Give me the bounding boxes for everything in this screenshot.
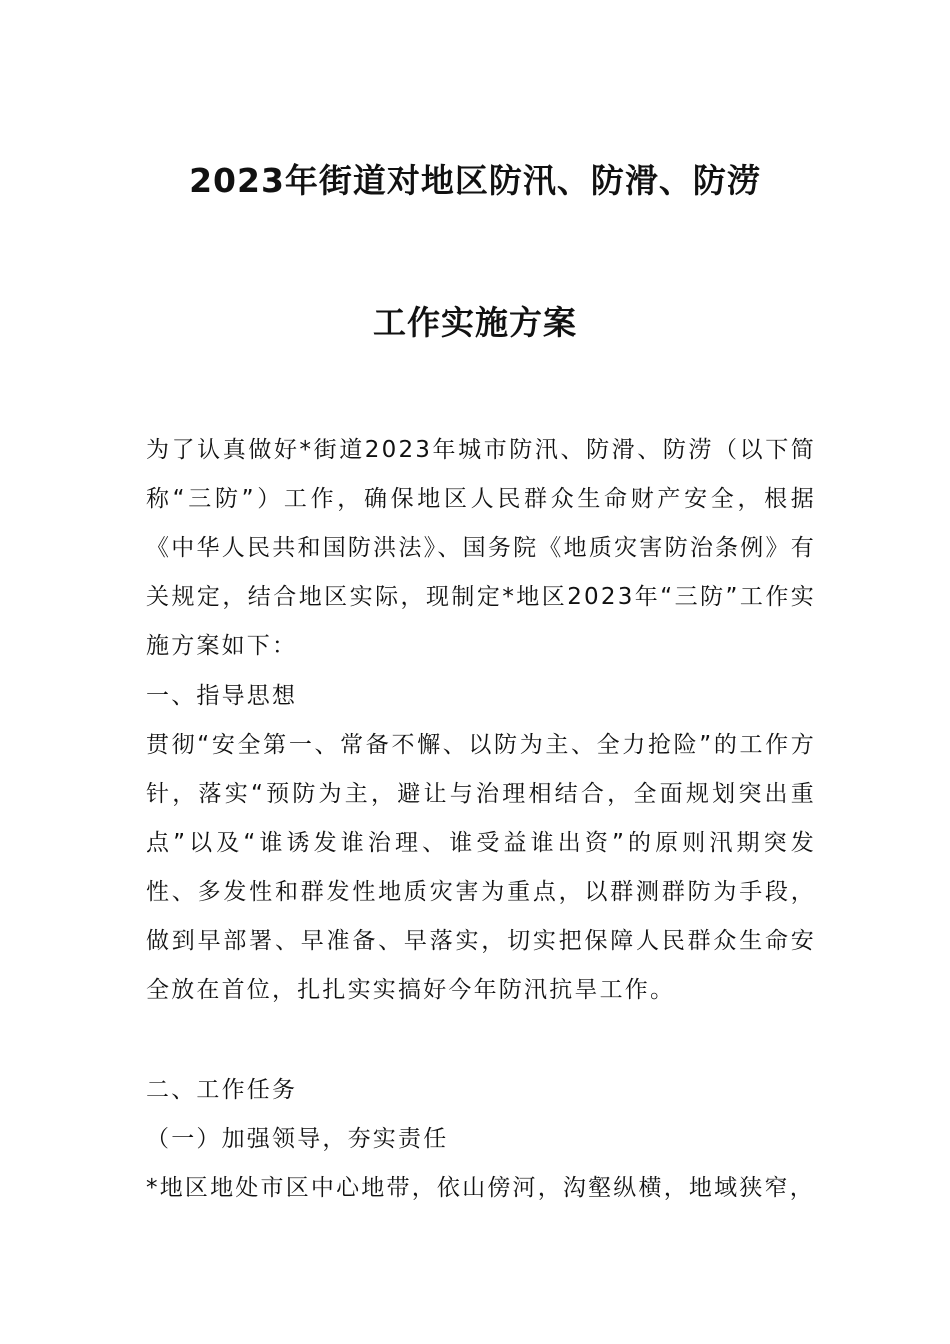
section-heading-guiding-ideology: 一、指导思想 <box>146 683 298 709</box>
area-description-paragraph: *地区地处市区中心地带，依山傍河，沟壑纵横，地域狭窄， <box>146 1175 815 1201</box>
subsection-heading-leadership: （一）加强领导，夯实责任 <box>146 1126 449 1152</box>
section-heading-work-tasks: 二、工作任务 <box>146 1077 298 1103</box>
intro-paragraph: 为了认真做好*街道2023年城市防汛、防滑、防涝（以下简称“三防”）工作，确保地区人民群众生命财产安全，根据《中华人民共和国防洪法》、国务院《地质灾害防治条例》有关规定，结合地区实际，现制定*地区2023年“三防”工作实施方案如下： <box>146 437 816 659</box>
document-title-line-1: 2023年街道对地区防汛、防滑、防涝 <box>189 161 761 200</box>
document-title-line-2: 工作实施方案 <box>373 303 577 342</box>
guiding-ideology-paragraph: 贯彻“安全第一、常备不懈、以防为主、全力抢险”的工作方针，落实“预防为主，避让与治理相结合，全面规划突出重点”以及“谁诱发谁治理、谁受益谁出资”的原则汛期突发性、多发性和群发性地质灾害为重点，以群测群防为手段，做到早部署、早准备、早落实，切实把保障人民群众生命安全放在首位，扎扎实实搞好今年防汛抗旱工作。 <box>146 732 816 1003</box>
